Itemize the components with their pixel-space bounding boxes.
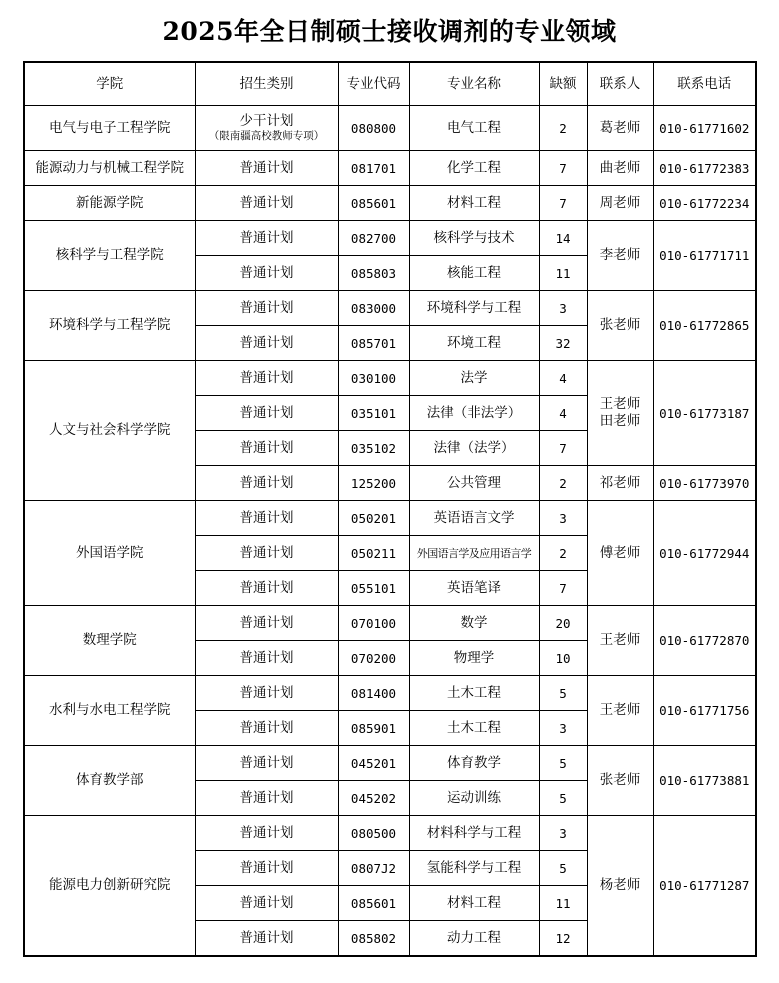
phone-cell: 010-61772383 <box>653 151 756 186</box>
category-cell <box>195 816 338 851</box>
table-row <box>24 291 756 326</box>
code-cell: 050201 <box>338 501 409 536</box>
quota-cell: 14 <box>539 221 587 256</box>
contact-cell <box>587 361 653 466</box>
category-label: 普通计划 <box>239 194 294 211</box>
contact-cell <box>587 676 653 746</box>
college-cell: 能源动力与机械工程学院 <box>24 151 195 186</box>
major-label: 体育教学 <box>447 754 501 771</box>
phone-cell: 010-61772234 <box>653 186 756 221</box>
quota-cell: 3 <box>539 501 587 536</box>
major-label: 法律（法学） <box>433 439 515 456</box>
quota-cell: 5 <box>539 781 587 816</box>
college-cell: 外国语学院 <box>24 501 195 606</box>
category-cell <box>195 501 338 536</box>
category-cell <box>195 256 338 291</box>
category-label: 普通计划 <box>239 894 294 911</box>
contact-name: 曲老师 <box>599 159 641 176</box>
phone-cell: 010-61772865 <box>653 291 756 361</box>
adjustment-table <box>23 61 757 957</box>
contact-name: 傅老师 <box>599 544 641 561</box>
table-row <box>24 106 756 151</box>
major-cell <box>409 221 539 256</box>
table-row <box>24 606 756 641</box>
header-college: 学院 <box>24 62 195 106</box>
major-cell <box>409 641 539 676</box>
category-label: 普通计划 <box>239 754 294 771</box>
quota-cell: 7 <box>539 151 587 186</box>
category-note: （限南疆高校教师专项） <box>208 130 325 142</box>
header-category: 招生类别 <box>195 62 338 106</box>
code-cell: 070200 <box>338 641 409 676</box>
major-cell <box>409 676 539 711</box>
college-cell: 新能源学院 <box>24 186 195 221</box>
category-label: 普通计划 <box>239 229 294 246</box>
category-cell <box>195 851 338 886</box>
quota-cell: 2 <box>539 536 587 571</box>
college-cell: 水利与水电工程学院 <box>24 676 195 746</box>
major-label: 公共管理 <box>447 474 501 491</box>
quota-cell: 4 <box>539 361 587 396</box>
quota-cell: 32 <box>539 326 587 361</box>
quota-cell: 7 <box>539 431 587 466</box>
college-cell: 数理学院 <box>24 606 195 676</box>
contact-name: 王老师 <box>599 702 641 718</box>
major-cell <box>409 816 539 851</box>
major-cell <box>409 361 539 396</box>
quota-cell: 2 <box>539 106 587 151</box>
major-cell <box>409 536 539 571</box>
table-row <box>24 186 756 221</box>
table-row <box>24 221 756 256</box>
category-cell <box>195 921 338 957</box>
category-cell <box>195 361 338 396</box>
code-cell: 045201 <box>338 746 409 781</box>
quota-cell: 3 <box>539 816 587 851</box>
header-quota: 缺额 <box>539 62 587 106</box>
code-cell: 125200 <box>338 466 409 501</box>
category-label: 普通计划 <box>239 299 294 316</box>
phone-cell: 010-61773881 <box>653 746 756 816</box>
contact-cell <box>587 501 653 606</box>
contact-cell <box>587 151 653 186</box>
college-cell: 能源电力创新研究院 <box>24 816 195 957</box>
category-cell <box>195 106 338 151</box>
major-cell <box>409 501 539 536</box>
category-label: 普通计划 <box>239 614 294 631</box>
major-label: 运动训练 <box>447 789 501 806</box>
category-cell <box>195 606 338 641</box>
category-label: 普通计划 <box>239 509 294 526</box>
code-cell: 070100 <box>338 606 409 641</box>
contact-cell <box>587 466 653 501</box>
contact-name: 祁老师 <box>599 474 641 491</box>
major-label: 英语笔译 <box>447 579 501 596</box>
major-cell <box>409 711 539 746</box>
quota-cell: 7 <box>539 186 587 221</box>
major-label: 材料科学与工程 <box>426 824 522 841</box>
code-cell: 082700 <box>338 221 409 256</box>
major-label: 核能工程 <box>447 264 501 281</box>
category-label: 普通计划 <box>239 789 294 806</box>
code-cell: 050211 <box>338 536 409 571</box>
table-header-row <box>24 62 756 106</box>
category-cell <box>195 396 338 431</box>
major-cell <box>409 606 539 641</box>
category-label: 普通计划 <box>239 719 294 736</box>
code-cell: 085601 <box>338 186 409 221</box>
table-body <box>24 106 756 957</box>
college-cell: 核科学与工程学院 <box>24 221 195 291</box>
category-cell <box>195 746 338 781</box>
phone-cell: 010-61772870 <box>653 606 756 676</box>
major-label: 化学工程 <box>447 159 501 176</box>
major-label: 材料工程 <box>447 194 501 211</box>
major-label: 动力工程 <box>447 929 501 946</box>
table-row <box>24 151 756 186</box>
page-title: 2025年全日制硕士接收调剂的专业领域 <box>162 17 617 46</box>
category-cell <box>195 221 338 256</box>
category-label: 普通计划 <box>239 159 294 176</box>
category-cell <box>195 186 338 221</box>
major-label: 英语语言文学 <box>433 509 515 526</box>
major-label: 法学 <box>460 369 488 386</box>
category-label: 普通计划 <box>239 544 294 561</box>
phone-cell: 010-61772944 <box>653 501 756 606</box>
category-label: 普通计划 <box>239 334 294 351</box>
contact-name: 周老师 <box>599 194 641 211</box>
category-cell <box>195 711 338 746</box>
code-cell: 055101 <box>338 571 409 606</box>
major-label: 环境科学与工程 <box>426 299 522 316</box>
category-cell <box>195 676 338 711</box>
contact-name: 王老师 <box>599 396 641 412</box>
code-cell: 030100 <box>338 361 409 396</box>
category-cell <box>195 431 338 466</box>
code-cell: 083000 <box>338 291 409 326</box>
category-label: 普通计划 <box>239 859 294 876</box>
category-label: 普通计划 <box>239 369 294 386</box>
major-cell <box>409 291 539 326</box>
phone-cell: 010-61773970 <box>653 466 756 501</box>
contact-cell <box>587 291 653 361</box>
code-cell: 080500 <box>338 816 409 851</box>
phone-cell: 010-61771287 <box>653 816 756 957</box>
category-cell <box>195 571 338 606</box>
quota-cell: 11 <box>539 886 587 921</box>
category-label: 普通计划 <box>239 439 294 456</box>
major-label: 电气工程 <box>447 119 501 136</box>
contact-name: 李老师 <box>599 247 641 263</box>
quota-cell: 12 <box>539 921 587 957</box>
quota-cell: 3 <box>539 711 587 746</box>
code-cell: 080800 <box>338 106 409 151</box>
header-phone: 联系电话 <box>653 62 756 106</box>
quota-cell: 5 <box>539 746 587 781</box>
category-label: 普通计划 <box>239 579 294 596</box>
quota-cell: 7 <box>539 571 587 606</box>
code-cell: 081701 <box>338 151 409 186</box>
major-cell <box>409 186 539 221</box>
category-cell <box>195 886 338 921</box>
code-cell: 035101 <box>338 396 409 431</box>
category-label: 普通计划 <box>239 649 294 666</box>
contact-cell <box>587 221 653 291</box>
contact-cell <box>587 106 653 151</box>
table-row <box>24 816 756 851</box>
major-label: 外国语言学及应用语言学 <box>416 546 532 560</box>
major-label: 土木工程 <box>447 719 501 736</box>
table-row <box>24 501 756 536</box>
code-cell: 045202 <box>338 781 409 816</box>
contact-cell <box>587 746 653 816</box>
category-cell <box>195 641 338 676</box>
quota-cell: 5 <box>539 851 587 886</box>
category-label: 普通计划 <box>239 264 294 281</box>
category-label: 普通计划 <box>239 824 294 841</box>
code-cell: 085701 <box>338 326 409 361</box>
code-cell: 085802 <box>338 921 409 957</box>
major-cell <box>409 746 539 781</box>
quota-cell: 4 <box>539 396 587 431</box>
college-cell: 人文与社会科学学院 <box>24 361 195 501</box>
quota-cell: 2 <box>539 466 587 501</box>
major-label: 核科学与技术 <box>433 229 515 246</box>
category-label: 普通计划 <box>239 929 294 946</box>
college-cell: 电气与电子工程学院 <box>24 106 195 151</box>
major-cell <box>409 781 539 816</box>
category-label: 少干计划 <box>239 113 294 129</box>
category-cell <box>195 536 338 571</box>
table-row <box>24 361 756 396</box>
major-label: 物理学 <box>453 649 495 666</box>
category-label: 普通计划 <box>239 474 294 491</box>
major-cell <box>409 256 539 291</box>
quota-cell: 10 <box>539 641 587 676</box>
header-major: 专业名称 <box>409 62 539 106</box>
quota-cell: 5 <box>539 676 587 711</box>
major-label: 土木工程 <box>447 684 501 701</box>
category-cell <box>195 291 338 326</box>
major-cell <box>409 396 539 431</box>
major-cell <box>409 466 539 501</box>
category-cell <box>195 466 338 501</box>
college-cell: 体育教学部 <box>24 746 195 816</box>
header-contact: 联系人 <box>587 62 653 106</box>
code-cell: 085803 <box>338 256 409 291</box>
quota-cell: 11 <box>539 256 587 291</box>
contact-name: 张老师 <box>599 772 641 788</box>
major-label: 氢能科学与工程 <box>426 859 522 876</box>
contact-name: 葛老师 <box>599 119 641 136</box>
code-cell: 0807J2 <box>338 851 409 886</box>
table-row <box>24 746 756 781</box>
major-cell <box>409 326 539 361</box>
phone-cell: 010-61771756 <box>653 676 756 746</box>
category-cell <box>195 326 338 361</box>
major-cell <box>409 571 539 606</box>
major-cell <box>409 151 539 186</box>
major-cell <box>409 851 539 886</box>
contact-cell <box>587 186 653 221</box>
code-cell: 085601 <box>338 886 409 921</box>
quota-cell: 3 <box>539 291 587 326</box>
major-label: 环境工程 <box>447 334 501 351</box>
contact-name: 王老师 <box>599 632 641 648</box>
phone-cell: 010-61771711 <box>653 221 756 291</box>
code-cell: 081400 <box>338 676 409 711</box>
major-label: 数学 <box>460 614 488 631</box>
contact-name: 杨老师 <box>599 877 641 893</box>
category-label: 普通计划 <box>239 404 294 421</box>
code-cell: 035102 <box>338 431 409 466</box>
major-cell <box>409 921 539 957</box>
code-cell: 085901 <box>338 711 409 746</box>
major-cell <box>409 106 539 151</box>
major-cell <box>409 431 539 466</box>
category-label: 普通计划 <box>239 684 294 701</box>
major-label: 法律（非法学） <box>426 404 522 421</box>
quota-cell: 20 <box>539 606 587 641</box>
header-code: 专业代码 <box>338 62 409 106</box>
phone-cell: 010-61771602 <box>653 106 756 151</box>
phone-cell: 010-61773187 <box>653 361 756 466</box>
contact-name: 张老师 <box>599 317 641 333</box>
category-cell <box>195 151 338 186</box>
contact-cell <box>587 606 653 676</box>
major-cell <box>409 886 539 921</box>
major-label: 材料工程 <box>447 894 501 911</box>
category-cell <box>195 781 338 816</box>
contact-name-2: 田老师 <box>599 413 641 429</box>
contact-cell <box>587 816 653 957</box>
table-row <box>24 676 756 711</box>
college-cell: 环境科学与工程学院 <box>24 291 195 361</box>
